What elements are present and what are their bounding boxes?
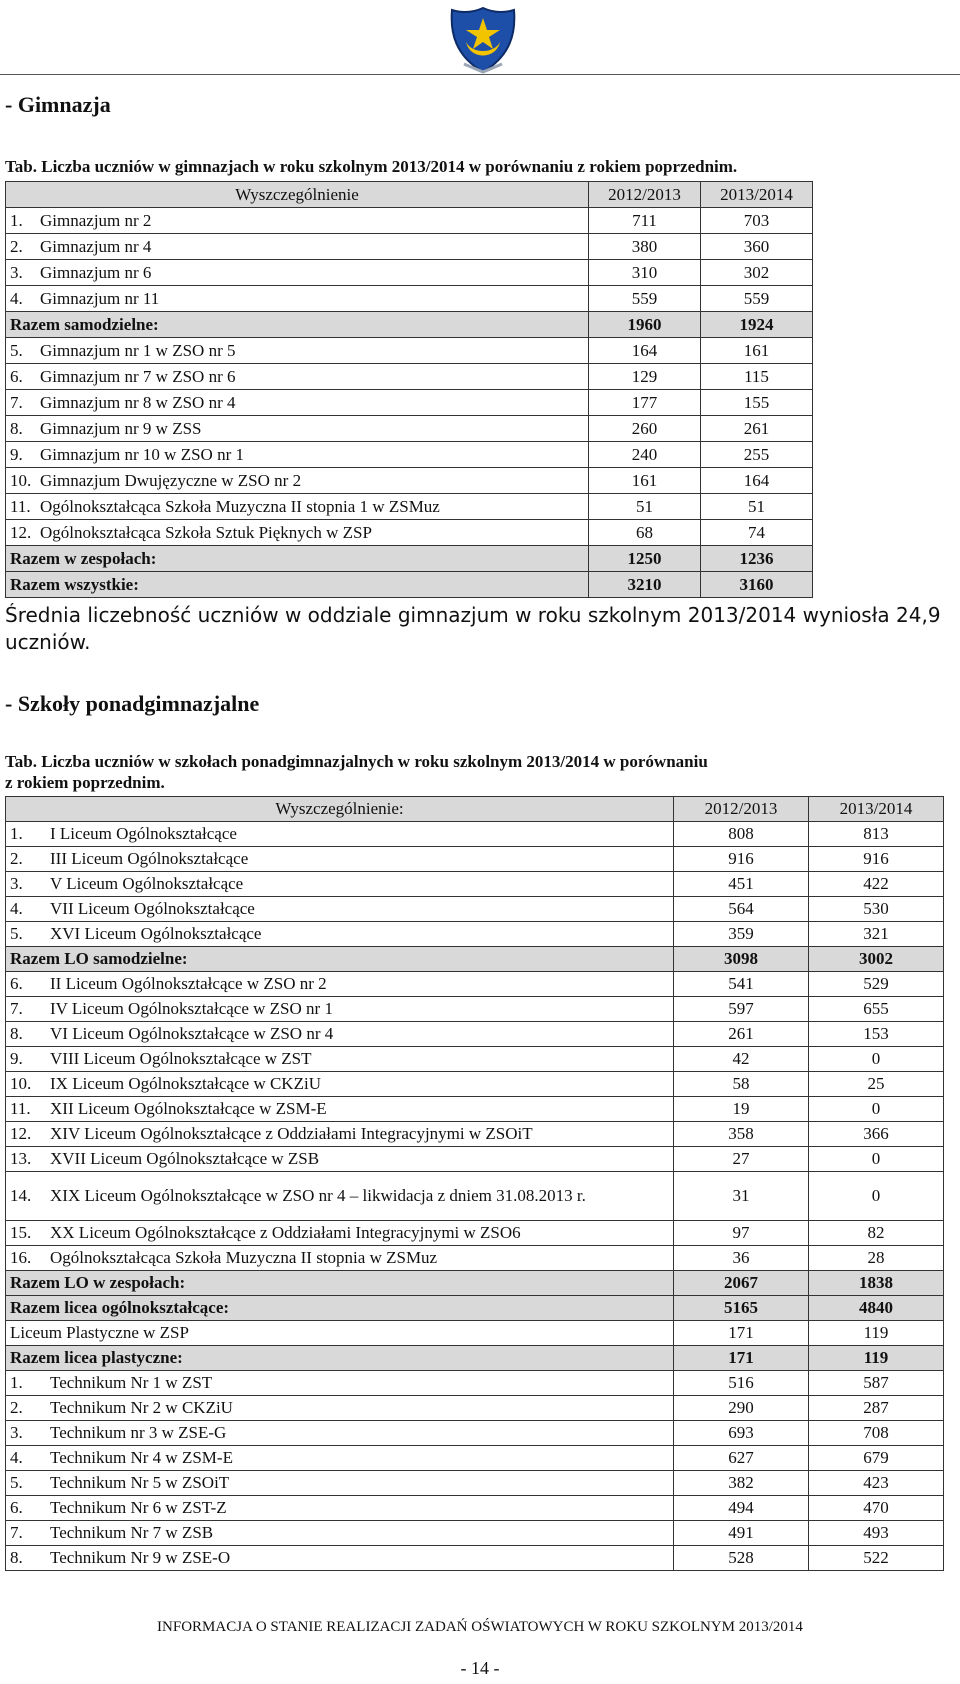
row-index: 6. — [10, 366, 23, 386]
row-index: 4. — [10, 899, 23, 918]
row-label — [6, 1097, 674, 1122]
row-label — [6, 1496, 674, 1521]
column-header: Wyszczególnienie: — [6, 797, 674, 822]
table-row — [6, 1097, 944, 1122]
value-2013-2014: 51 — [701, 494, 813, 520]
value-2012-2013: 5165 — [674, 1296, 809, 1321]
city-crest-icon — [444, 4, 522, 76]
row-name: XIX Liceum Ogólnokształcące w ZSO nr 4 – likwidacja z dniem 31.08.2013 r. — [50, 1186, 586, 1205]
value-2012-2013: 58 — [674, 1072, 809, 1097]
row-name: III Liceum Ogólnokształcące — [50, 849, 249, 868]
column-header: 2013/2014 — [701, 182, 813, 208]
row-index: 12. — [10, 1124, 32, 1143]
value-2013-2014: 115 — [701, 364, 813, 390]
column-header: 2012/2013 — [674, 797, 809, 822]
value-2013-2014: 0 — [809, 1147, 944, 1172]
table-row — [6, 1047, 944, 1072]
row-name: Technikum Nr 2 w CKZiU — [50, 1398, 233, 1417]
row-label — [6, 1147, 674, 1172]
value-2012-2013: 916 — [674, 847, 809, 872]
summary-row — [6, 1271, 944, 1296]
table-ponadgimnazjalne — [5, 796, 944, 1571]
row-name: Razem w zespołach: — [10, 548, 157, 568]
value-2012-2013: 129 — [589, 364, 701, 390]
value-2013-2014: 0 — [809, 1047, 944, 1072]
value-2013-2014: 813 — [809, 822, 944, 847]
value-2013-2014: 74 — [701, 520, 813, 546]
row-label — [6, 1446, 674, 1471]
value-2012-2013: 1960 — [589, 312, 701, 338]
row-label — [6, 234, 589, 260]
row-index: 6. — [10, 1498, 23, 1517]
table-row — [6, 260, 813, 286]
value-2013-2014: 302 — [701, 260, 813, 286]
value-2012-2013: 19 — [674, 1097, 809, 1122]
row-index: 3. — [10, 262, 23, 282]
row-label — [6, 1546, 674, 1571]
value-2012-2013: 693 — [674, 1421, 809, 1446]
row-name: Ogólnokształcąca Szkoła Muzyczna II stopnia 1 w ZSMuz — [40, 496, 440, 516]
row-label — [6, 1421, 674, 1446]
row-name: Technikum nr 3 w ZSE-G — [50, 1423, 227, 1442]
table-row — [6, 1371, 944, 1396]
row-index: 7. — [10, 392, 23, 412]
table-row — [6, 468, 813, 494]
row-index: 1. — [10, 824, 23, 843]
value-2012-2013: 808 — [674, 822, 809, 847]
row-name: Ogólnokształcąca Szkoła Muzyczna II stopnia w ZSMuz — [50, 1248, 438, 1267]
value-2013-2014: 4840 — [809, 1296, 944, 1321]
row-label — [6, 847, 674, 872]
value-2013-2014: 1924 — [701, 312, 813, 338]
row-name: Liceum Plastyczne w ZSP — [10, 1323, 189, 1342]
value-2013-2014: 679 — [809, 1446, 944, 1471]
table-row — [6, 997, 944, 1022]
row-name: VII Liceum Ogólnokształcące — [50, 899, 255, 918]
value-2012-2013: 97 — [674, 1221, 809, 1246]
value-2013-2014: 3160 — [701, 572, 813, 598]
value-2012-2013: 290 — [674, 1396, 809, 1421]
value-2012-2013: 51 — [589, 494, 701, 520]
row-index: 13. — [10, 1149, 32, 1168]
table-row — [6, 1396, 944, 1421]
value-2012-2013: 240 — [589, 442, 701, 468]
row-name: Razem LO w zespołach: — [10, 1273, 186, 1292]
value-2012-2013: 2067 — [674, 1271, 809, 1296]
value-2013-2014: 255 — [701, 442, 813, 468]
row-label — [6, 520, 589, 546]
value-2013-2014: 0 — [809, 1097, 944, 1122]
value-2012-2013: 516 — [674, 1371, 809, 1396]
value-2012-2013: 31 — [674, 1172, 809, 1221]
value-2012-2013: 358 — [674, 1122, 809, 1147]
row-index: 11. — [10, 496, 31, 516]
table-header-row — [6, 797, 944, 822]
row-label — [6, 312, 589, 338]
value-2012-2013: 711 — [589, 208, 701, 234]
value-2012-2013: 164 — [589, 338, 701, 364]
row-label — [6, 997, 674, 1022]
value-2013-2014: 655 — [809, 997, 944, 1022]
value-2013-2014: 164 — [701, 468, 813, 494]
value-2012-2013: 3098 — [674, 947, 809, 972]
row-name: Gimnazjum nr 1 w ZSO nr 5 — [40, 340, 236, 360]
row-name: Technikum Nr 4 w ZSM-E — [50, 1448, 233, 1467]
row-name: Technikum Nr 1 w ZST — [50, 1373, 213, 1392]
summary-row — [6, 1346, 944, 1371]
table-row — [6, 1446, 944, 1471]
row-label — [6, 442, 589, 468]
row-index: 3. — [10, 1423, 23, 1442]
row-index: 2. — [10, 1398, 23, 1417]
row-name: Technikum Nr 6 w ZST-Z — [50, 1498, 227, 1517]
row-label — [6, 1122, 674, 1147]
value-2012-2013: 382 — [674, 1471, 809, 1496]
row-label — [6, 338, 589, 364]
table-row — [6, 922, 944, 947]
row-label — [6, 364, 589, 390]
value-2013-2014: 261 — [701, 416, 813, 442]
row-index: 12. — [10, 522, 32, 542]
row-index: 3. — [10, 874, 23, 893]
row-index: 2. — [10, 849, 23, 868]
row-index: 10. — [10, 1074, 32, 1093]
row-index: 16. — [10, 1248, 32, 1267]
row-name: Gimnazjum nr 4 — [40, 236, 152, 256]
row-label — [6, 947, 674, 972]
value-2013-2014: 82 — [809, 1221, 944, 1246]
table-row — [6, 1321, 944, 1346]
table-row — [6, 1221, 944, 1246]
row-index: 14. — [10, 1186, 32, 1205]
table-row — [6, 390, 813, 416]
row-index: 8. — [10, 1548, 23, 1567]
row-index: 11. — [10, 1099, 31, 1118]
table-row — [6, 1521, 944, 1546]
table-row — [6, 1147, 944, 1172]
table-caption-gimnazja: Tab. Liczba uczniów w gimnazjach w roku szkolnym 2013/2014 w porównaniu z rokiem poprzednim. — [5, 157, 738, 176]
row-name: XII Liceum Ogólnokształcące w ZSM-E — [50, 1099, 327, 1118]
row-name: Technikum Nr 7 w ZSB — [50, 1523, 214, 1542]
value-2013-2014: 587 — [809, 1371, 944, 1396]
page-number: - 14 - — [460, 1658, 500, 1678]
row-index: 4. — [10, 1448, 23, 1467]
row-label — [6, 572, 589, 598]
row-name: Gimnazjum nr 8 w ZSO nr 4 — [40, 392, 236, 412]
table-row — [6, 822, 944, 847]
value-2013-2014: 559 — [701, 286, 813, 312]
row-label — [6, 1047, 674, 1072]
table-caption-ponadgimnazjalne — [5, 751, 708, 793]
table-row — [6, 1122, 944, 1147]
table-row — [6, 972, 944, 997]
row-name: Razem licea plastyczne: — [10, 1348, 183, 1367]
caption-line: Tab. Liczba uczniów w szkołach ponadgimnazjalnych w roku szkolnym 2013/2014 w porównaniu — [5, 752, 708, 771]
row-index: 6. — [10, 974, 23, 993]
row-name: Technikum Nr 5 w ZSOiT — [50, 1473, 230, 1492]
section-title-ponadgimnazjalne: - Szkoły ponadgimnazjalne — [5, 691, 260, 716]
value-2013-2014: 708 — [809, 1421, 944, 1446]
row-index: 8. — [10, 418, 23, 438]
value-2012-2013: 260 — [589, 416, 701, 442]
row-name: I Liceum Ogólnokształcące — [50, 824, 237, 843]
row-label — [6, 1022, 674, 1047]
row-name: Gimnazjum Dwujęzyczne w ZSO nr 2 — [40, 470, 302, 490]
row-label — [6, 872, 674, 897]
row-name: Gimnazjum nr 11 — [40, 288, 160, 308]
table-row — [6, 1172, 944, 1221]
row-index: 7. — [10, 1523, 23, 1542]
value-2013-2014: 522 — [809, 1546, 944, 1571]
row-index: 15. — [10, 1223, 32, 1242]
row-label — [6, 546, 589, 572]
row-label — [6, 1072, 674, 1097]
table-row — [6, 1072, 944, 1097]
row-name: XVII Liceum Ogólnokształcące w ZSB — [50, 1149, 320, 1168]
row-name: Razem licea ogólnokształcące: — [10, 1298, 230, 1317]
value-2012-2013: 528 — [674, 1546, 809, 1571]
row-index: 10. — [10, 470, 32, 490]
table-row — [6, 872, 944, 897]
row-name: Razem LO samodzielne: — [10, 949, 188, 968]
column-header: Wyszczególnienie — [6, 182, 589, 208]
value-2013-2014: 422 — [809, 872, 944, 897]
value-2013-2014: 703 — [701, 208, 813, 234]
value-2013-2014: 366 — [809, 1122, 944, 1147]
section-title-gimnazja: - Gimnazja — [5, 92, 111, 117]
table-row — [6, 416, 813, 442]
row-name: Gimnazjum nr 7 w ZSO nr 6 — [40, 366, 236, 386]
row-name: Gimnazjum nr 2 — [40, 210, 152, 230]
row-label — [6, 494, 589, 520]
value-2012-2013: 261 — [674, 1022, 809, 1047]
value-2013-2014: 1838 — [809, 1271, 944, 1296]
table-row — [6, 1496, 944, 1521]
row-name: IV Liceum Ogólnokształcące w ZSO nr 1 — [50, 999, 333, 1018]
row-label — [6, 1396, 674, 1421]
value-2012-2013: 310 — [589, 260, 701, 286]
table-row — [6, 1246, 944, 1271]
value-2012-2013: 27 — [674, 1147, 809, 1172]
summary-row — [6, 1296, 944, 1321]
table-row — [6, 338, 813, 364]
row-label — [6, 1521, 674, 1546]
table-row — [6, 520, 813, 546]
value-2012-2013: 1250 — [589, 546, 701, 572]
value-2013-2014: 470 — [809, 1496, 944, 1521]
row-label — [6, 1221, 674, 1246]
table-row — [6, 897, 944, 922]
table-gimnazja — [5, 181, 813, 598]
value-2012-2013: 559 — [589, 286, 701, 312]
value-2012-2013: 541 — [674, 972, 809, 997]
value-2012-2013: 3210 — [589, 572, 701, 598]
average-class-size-paragraph: Średnia liczebność uczniów w oddziale gimnazjum w roku szkolnym 2013/2014 wyniosła 24,9 uczniów. — [5, 603, 941, 654]
value-2012-2013: 171 — [674, 1321, 809, 1346]
row-index: 2. — [10, 236, 23, 256]
row-index: 5. — [10, 924, 23, 943]
row-name: Ogólnokształcąca Szkoła Sztuk Pięknych w ZSP — [40, 522, 372, 542]
row-label — [6, 390, 589, 416]
row-label — [6, 1346, 674, 1371]
value-2013-2014: 119 — [809, 1346, 944, 1371]
value-2013-2014: 1236 — [701, 546, 813, 572]
summary-row — [6, 572, 813, 598]
value-2012-2013: 42 — [674, 1047, 809, 1072]
table-header-row — [6, 182, 813, 208]
row-label — [6, 468, 589, 494]
header-rule — [0, 74, 960, 75]
value-2013-2014: 28 — [809, 1246, 944, 1271]
value-2012-2013: 597 — [674, 997, 809, 1022]
row-label — [6, 1371, 674, 1396]
value-2012-2013: 627 — [674, 1446, 809, 1471]
value-2013-2014: 529 — [809, 972, 944, 997]
footer-text: INFORMACJA O STANIE REALIZACJI ZADAŃ OŚWIATOWYCH W ROKU SZKOLNYM 2013/2014 — [157, 1619, 803, 1635]
value-2013-2014: 321 — [809, 922, 944, 947]
table-row — [6, 1421, 944, 1446]
value-2013-2014: 161 — [701, 338, 813, 364]
value-2012-2013: 177 — [589, 390, 701, 416]
row-name: Gimnazjum nr 9 w ZSS — [40, 418, 202, 438]
row-name: Gimnazjum nr 10 w ZSO nr 1 — [40, 444, 244, 464]
row-index: 9. — [10, 444, 23, 464]
table-row — [6, 1471, 944, 1496]
value-2013-2014: 153 — [809, 1022, 944, 1047]
row-label — [6, 416, 589, 442]
row-name: Razem samodzielne: — [10, 314, 159, 334]
caption-line: z rokiem poprzednim. — [5, 773, 165, 792]
summary-row — [6, 312, 813, 338]
table-row — [6, 1546, 944, 1571]
value-2012-2013: 564 — [674, 897, 809, 922]
row-label — [6, 1321, 674, 1346]
row-name: Razem wszystkie: — [10, 574, 139, 594]
row-index: 9. — [10, 1049, 23, 1068]
value-2013-2014: 0 — [809, 1172, 944, 1221]
row-label — [6, 286, 589, 312]
row-index: 1. — [10, 210, 23, 230]
column-header: 2012/2013 — [589, 182, 701, 208]
row-index: 8. — [10, 1024, 23, 1043]
value-2013-2014: 493 — [809, 1521, 944, 1546]
value-2013-2014: 287 — [809, 1396, 944, 1421]
value-2013-2014: 25 — [809, 1072, 944, 1097]
table-row — [6, 442, 813, 468]
row-label — [6, 822, 674, 847]
row-label — [6, 1471, 674, 1496]
row-name: VIII Liceum Ogólnokształcące w ZST — [50, 1049, 312, 1068]
row-name: II Liceum Ogólnokształcące w ZSO nr 2 — [50, 974, 327, 993]
value-2012-2013: 494 — [674, 1496, 809, 1521]
value-2012-2013: 161 — [589, 468, 701, 494]
summary-row — [6, 546, 813, 572]
row-label — [6, 1296, 674, 1321]
row-name: V Liceum Ogólnokształcące — [50, 874, 244, 893]
value-2013-2014: 423 — [809, 1471, 944, 1496]
value-2012-2013: 68 — [589, 520, 701, 546]
table-row — [6, 234, 813, 260]
value-2013-2014: 530 — [809, 897, 944, 922]
value-2012-2013: 36 — [674, 1246, 809, 1271]
value-2012-2013: 451 — [674, 872, 809, 897]
value-2013-2014: 360 — [701, 234, 813, 260]
row-label — [6, 1271, 674, 1296]
value-2013-2014: 155 — [701, 390, 813, 416]
row-name: XX Liceum Ogólnokształcące z Oddziałami Integracyjnymi w ZSO6 — [50, 1223, 521, 1242]
value-2013-2014: 119 — [809, 1321, 944, 1346]
row-label — [6, 1172, 674, 1221]
value-2012-2013: 491 — [674, 1521, 809, 1546]
table-row — [6, 286, 813, 312]
row-name: VI Liceum Ogólnokształcące w ZSO nr 4 — [50, 1024, 334, 1043]
table-row — [6, 847, 944, 872]
row-label — [6, 972, 674, 997]
value-2012-2013: 359 — [674, 922, 809, 947]
row-index: 4. — [10, 288, 23, 308]
table-row — [6, 494, 813, 520]
row-name: Technikum Nr 9 w ZSE-O — [50, 1548, 231, 1567]
row-name: IX Liceum Ogólnokształcące w CKZiU — [50, 1074, 321, 1093]
table-row — [6, 1022, 944, 1047]
table-row — [6, 364, 813, 390]
column-header: 2013/2014 — [809, 797, 944, 822]
row-name: Gimnazjum nr 6 — [40, 262, 152, 282]
row-name: XVI Liceum Ogólnokształcące — [50, 924, 262, 943]
row-label — [6, 208, 589, 234]
value-2013-2014: 3002 — [809, 947, 944, 972]
table-row — [6, 208, 813, 234]
row-index: 1. — [10, 1373, 23, 1392]
value-2013-2014: 916 — [809, 847, 944, 872]
row-label — [6, 897, 674, 922]
row-label — [6, 1246, 674, 1271]
row-label — [6, 260, 589, 286]
value-2012-2013: 171 — [674, 1346, 809, 1371]
row-label — [6, 922, 674, 947]
row-name: XIV Liceum Ogólnokształcące z Oddziałami Integracyjnymi w ZSOiT — [50, 1124, 533, 1143]
row-index: 5. — [10, 1473, 23, 1492]
value-2012-2013: 380 — [589, 234, 701, 260]
summary-row — [6, 947, 944, 972]
row-index: 7. — [10, 999, 23, 1018]
row-index: 5. — [10, 340, 23, 360]
